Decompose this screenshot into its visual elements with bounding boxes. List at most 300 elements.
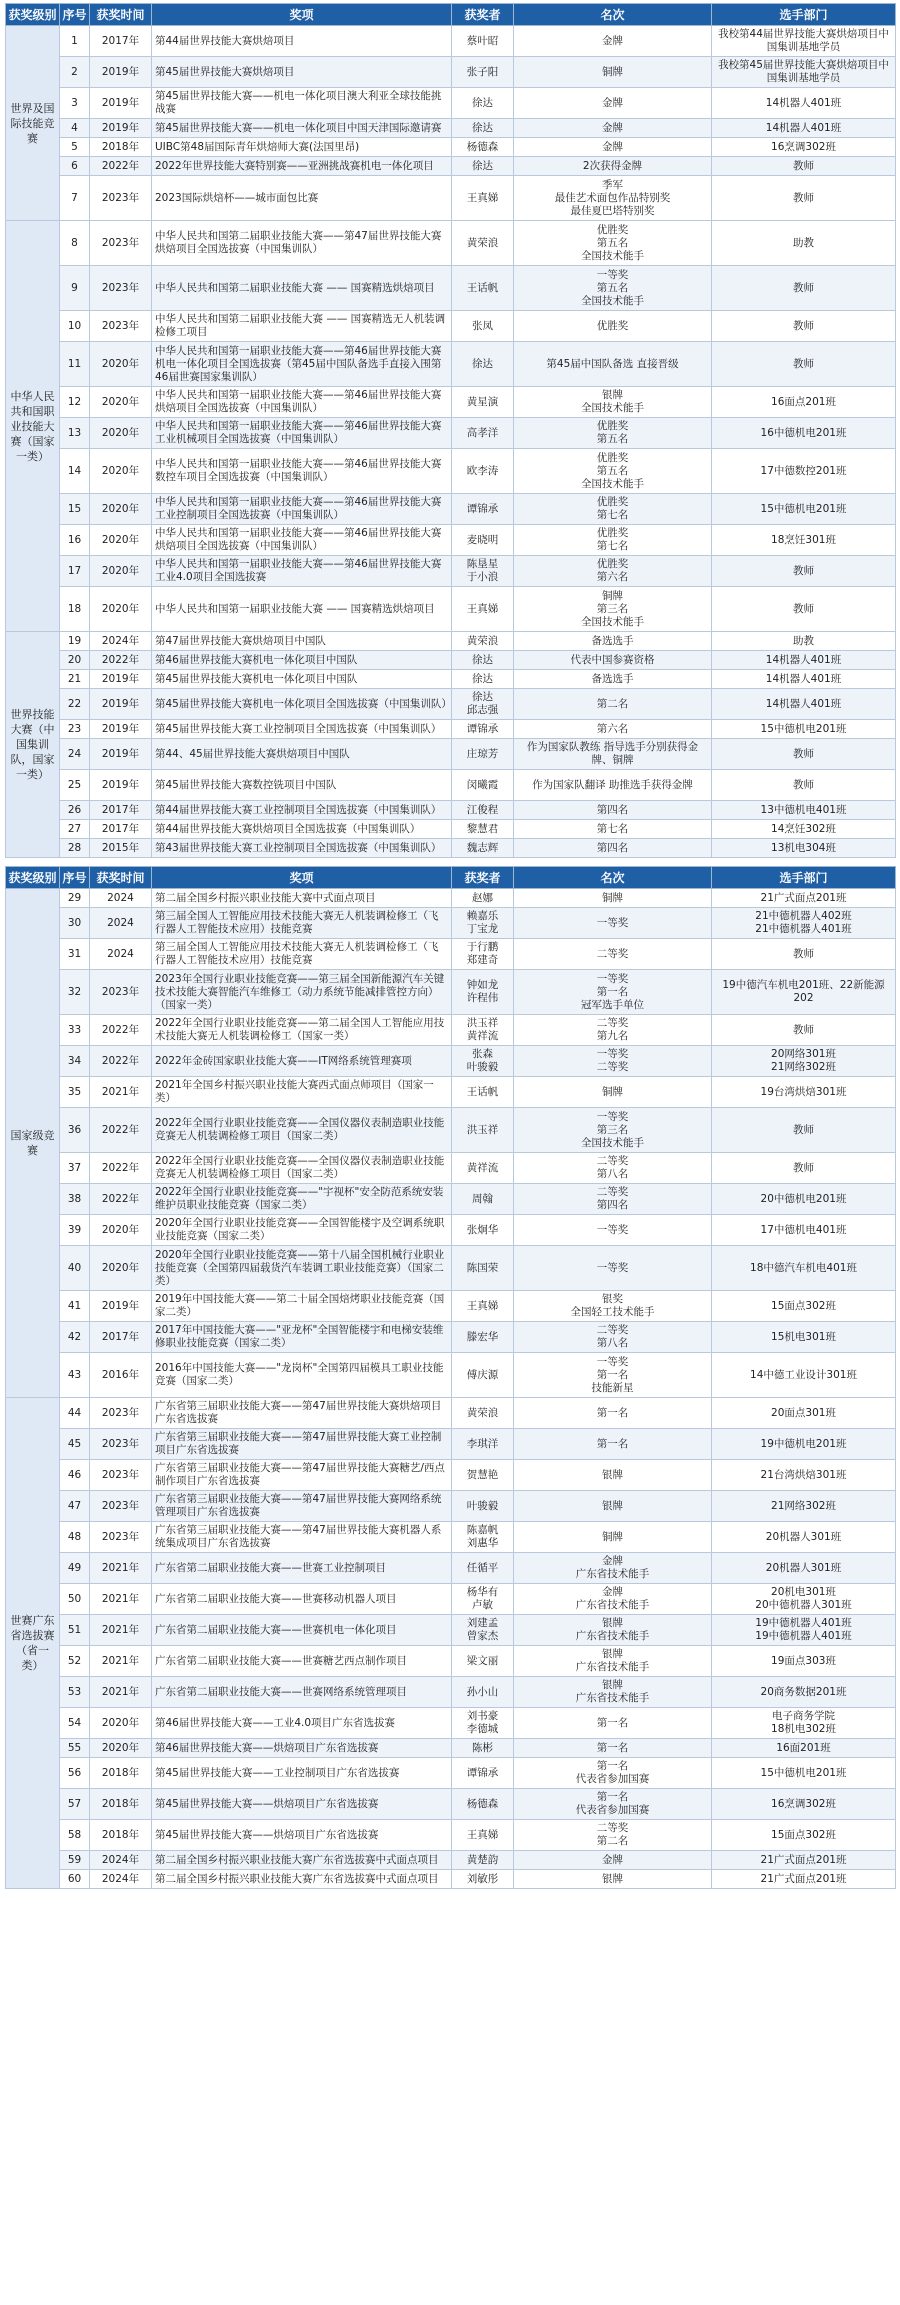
award-year: 2021年 (90, 1077, 152, 1108)
award-year: 2022年 (90, 1108, 152, 1153)
table-row (6, 1291, 896, 1322)
department: 21网络302班 (712, 1491, 896, 1522)
award-level-group: 世界及国际技能竞赛 (6, 26, 60, 221)
award-name: 中华人民共和国第一届职业技能大赛——第46届世界技能大赛工业4.0项目全国选拔赛 (152, 556, 452, 587)
row-number: 10 (60, 311, 90, 342)
row-number: 32 (60, 970, 90, 1015)
department: 21中德机器人402班 21中德机器人401班 (712, 908, 896, 939)
row-number: 27 (60, 820, 90, 839)
table-row (6, 88, 896, 119)
award-year: 2023年 (90, 1429, 152, 1460)
table-row (6, 1015, 896, 1046)
department: 14机器人401班 (712, 651, 896, 670)
table-row (6, 176, 896, 221)
table-row (6, 939, 896, 970)
table-row (6, 1758, 896, 1789)
row-number: 46 (60, 1460, 90, 1491)
winner-name: 杨德森 (452, 138, 514, 157)
winner-name: 徐达 邱志强 (452, 689, 514, 720)
rank-result: 第七名 (514, 820, 712, 839)
award-year: 2017年 (90, 26, 152, 57)
row-number: 16 (60, 525, 90, 556)
row-number: 15 (60, 494, 90, 525)
row-number: 29 (60, 889, 90, 908)
winner-name: 赵娜 (452, 889, 514, 908)
rank-result: 铜牌 (514, 1077, 712, 1108)
award-name: 广东省第二届职业技能大赛——世赛糖艺西点制作项目 (152, 1646, 452, 1677)
table-row (6, 311, 896, 342)
award-name: 2017年中国技能大赛——"亚龙杯"全国智能楼宇和电梯安装维修职业技能竞赛（国家二类） (152, 1322, 452, 1353)
award-year: 2017年 (90, 1322, 152, 1353)
table-row (6, 1677, 896, 1708)
award-name: 中华人民共和国第一届职业技能大赛——第46届世界技能大赛工业机械项目全国选拔赛（中国集训队） (152, 418, 452, 449)
rank-result: 第六名 (514, 720, 712, 739)
department: 19中德机电201班 (712, 1429, 896, 1460)
award-year: 2018年 (90, 1758, 152, 1789)
award-year: 2020年 (90, 1739, 152, 1758)
award-name: 第46届世界技能大赛——工业4.0项目广东省选拔赛 (152, 1708, 452, 1739)
column-header: 序号 (60, 867, 90, 889)
winner-name: 黄荣浪 (452, 632, 514, 651)
award-name: 第44届世界技能大赛工业控制项目全国选拔赛（中国集训队） (152, 801, 452, 820)
department: 14中德工业设计301班 (712, 1353, 896, 1398)
award-name: 第三届全国人工智能应用技术技能大赛无人机装调检修工（飞行器人工智能技术应用）技能竞赛 (152, 908, 452, 939)
department: 15中德机电201班 (712, 720, 896, 739)
column-header: 获奖级别 (6, 867, 60, 889)
winner-name: 张子阳 (452, 57, 514, 88)
rank-result: 金牌 (514, 26, 712, 57)
winner-name: 庄琼芳 (452, 739, 514, 770)
award-name: 第二届全国乡村振兴职业技能大赛广东省选拔赛中式面点项目 (152, 1870, 452, 1889)
winner-name: 洪玉祥 (452, 1108, 514, 1153)
rank-result: 第45届中国队备选 直接晋级 (514, 342, 712, 387)
award-name: 第43届世界技能大赛工业控制项目全国选拔赛（中国集训队） (152, 839, 452, 858)
row-number: 54 (60, 1708, 90, 1739)
table-row (6, 1046, 896, 1077)
award-year: 2019年 (90, 739, 152, 770)
row-number: 39 (60, 1215, 90, 1246)
row-number: 14 (60, 449, 90, 494)
table-row (6, 587, 896, 632)
table-row (6, 1246, 896, 1291)
award-year: 2020年 (90, 587, 152, 632)
row-number: 22 (60, 689, 90, 720)
row-number: 4 (60, 119, 90, 138)
award-year: 2020年 (90, 387, 152, 418)
row-number: 25 (60, 770, 90, 801)
department: 教师 (712, 587, 896, 632)
department: 19中德汽车机电201班、22新能源202 (712, 970, 896, 1015)
department: 21广式面点201班 (712, 1870, 896, 1889)
award-year: 2023年 (90, 221, 152, 266)
award-year: 2021年 (90, 1615, 152, 1646)
rank-result: 一等奖 二等奖 (514, 1046, 712, 1077)
winner-name: 魏志辉 (452, 839, 514, 858)
row-number: 55 (60, 1739, 90, 1758)
department: 助教 (712, 221, 896, 266)
winner-name: 孙小山 (452, 1677, 514, 1708)
department: 21台湾烘焙301班 (712, 1460, 896, 1491)
rank-result: 第一名 (514, 1739, 712, 1758)
header-row (6, 4, 896, 26)
column-header: 序号 (60, 4, 90, 26)
award-year: 2019年 (90, 1291, 152, 1322)
table-row (6, 889, 896, 908)
department: 14机器人401班 (712, 119, 896, 138)
row-number: 33 (60, 1015, 90, 1046)
winner-name: 谭锦承 (452, 1758, 514, 1789)
rank-result: 优胜奖 第七名 (514, 525, 712, 556)
award-year: 2024年 (90, 1870, 152, 1889)
award-year: 2019年 (90, 689, 152, 720)
award-name: 第45届世界技能大赛工业控制项目全国选拔赛（中国集训队） (152, 720, 452, 739)
department: 教师 (712, 739, 896, 770)
award-name: 广东省第二届职业技能大赛——世赛网络系统管理项目 (152, 1677, 452, 1708)
rank-result: 一等奖 第一名 技能新星 (514, 1353, 712, 1398)
table-row (6, 1398, 896, 1429)
table-row (6, 720, 896, 739)
table-row (6, 1108, 896, 1153)
winner-name: 徐达 (452, 651, 514, 670)
department: 20中德机电201班 (712, 1184, 896, 1215)
rank-result: 第四名 (514, 839, 712, 858)
award-year: 2021年 (90, 1584, 152, 1615)
row-number: 49 (60, 1553, 90, 1584)
row-number: 57 (60, 1789, 90, 1820)
winner-name: 张凤 (452, 311, 514, 342)
winner-name: 王真娣 (452, 1291, 514, 1322)
award-year: 2022年 (90, 157, 152, 176)
rank-result: 铜牌 第三名 全国技术能手 (514, 587, 712, 632)
winner-name: 张炯华 (452, 1215, 514, 1246)
award-name: 第44届世界技能大赛烘焙项目全国选拔赛（中国集训队） (152, 820, 452, 839)
rank-result: 银奖 全国轻工技术能手 (514, 1291, 712, 1322)
department: 教师 (712, 1015, 896, 1046)
award-name: 第47届世界技能大赛烘焙项目中国队 (152, 632, 452, 651)
department: 21广式面点201班 (712, 889, 896, 908)
rank-result: 第二名 (514, 689, 712, 720)
award-name: 2023国际烘焙杯——城市面包比赛 (152, 176, 452, 221)
row-number: 20 (60, 651, 90, 670)
award-name: 2022年全国行业职业技能竞赛——全国仪器仪表制造职业技能竞赛无人机装调检修工项目（国家二类） (152, 1153, 452, 1184)
award-year: 2020年 (90, 556, 152, 587)
winner-name: 麦晓明 (452, 525, 514, 556)
winner-name: 徐达 (452, 157, 514, 176)
row-number: 31 (60, 939, 90, 970)
award-year: 2023年 (90, 311, 152, 342)
rank-result: 2次获得金牌 (514, 157, 712, 176)
winner-name: 刘建孟 曾家杰 (452, 1615, 514, 1646)
column-header: 获奖者 (452, 4, 514, 26)
table-row (6, 1615, 896, 1646)
awards-table-section-1 (5, 3, 895, 858)
winner-name: 徐达 (452, 342, 514, 387)
column-header: 获奖时间 (90, 4, 152, 26)
winner-name: 刘书豪 李德城 (452, 1708, 514, 1739)
winner-name: 陈嘉帆 刘惠华 (452, 1522, 514, 1553)
rank-result: 优胜奖 第五名 全国技术能手 (514, 449, 712, 494)
award-name: 第45届世界技能大赛——机电一体化项目澳大利亚全球技能挑战赛 (152, 88, 452, 119)
department: 21广式面点201班 (712, 1851, 896, 1870)
winner-name: 王话帆 (452, 266, 514, 311)
row-number: 6 (60, 157, 90, 176)
award-name: 广东省第三届职业技能大赛——第47届世界技能大赛网络系统管理项目广东省选拔赛 (152, 1491, 452, 1522)
department: 20机电301班 20中德机器人301班 (712, 1584, 896, 1615)
row-number: 26 (60, 801, 90, 820)
row-number: 40 (60, 1246, 90, 1291)
column-header: 奖项 (152, 4, 452, 26)
table-row (6, 1739, 896, 1758)
rank-result: 季军 最佳艺术面包作品特别奖 最佳夏巴塔特别奖 (514, 176, 712, 221)
department: 20机器人301班 (712, 1522, 896, 1553)
department: 教师 (712, 157, 896, 176)
award-year: 2023年 (90, 970, 152, 1015)
department: 20商务数据201班 (712, 1677, 896, 1708)
award-name: 第44、45届世界技能大赛烘焙项目中国队 (152, 739, 452, 770)
rank-result: 金牌 广东省技术能手 (514, 1584, 712, 1615)
winner-name: 杨华有 卢敏 (452, 1584, 514, 1615)
column-header: 选手部门 (712, 4, 896, 26)
rank-result: 第四名 (514, 801, 712, 820)
row-number: 36 (60, 1108, 90, 1153)
row-number: 60 (60, 1870, 90, 1889)
winner-name: 贺慧艳 (452, 1460, 514, 1491)
table-row (6, 494, 896, 525)
award-year: 2023年 (90, 1398, 152, 1429)
row-number: 47 (60, 1491, 90, 1522)
award-year: 2024年 (90, 632, 152, 651)
department: 我校第44届世界技能大赛烘焙项目中国集训基地学员 (712, 26, 896, 57)
rank-result: 一等奖 (514, 1246, 712, 1291)
rank-result: 二等奖 第八名 (514, 1153, 712, 1184)
table-row (6, 1184, 896, 1215)
award-name: 中华人民共和国第一届职业技能大赛——第46届世界技能大赛烘焙项目全国选拔赛（中国集训队） (152, 525, 452, 556)
department: 15机电301班 (712, 1322, 896, 1353)
rank-result: 备选选手 (514, 670, 712, 689)
award-name: 广东省第三届职业技能大赛——第47届世界技能大赛工业控制项目广东省选拔赛 (152, 1429, 452, 1460)
award-level-group: 中华人民共和国职业技能大赛（国家一类） (6, 221, 60, 632)
winner-name: 黎慧君 (452, 820, 514, 839)
winner-name: 叶骏毅 (452, 1491, 514, 1522)
row-number: 51 (60, 1615, 90, 1646)
award-year: 2019年 (90, 57, 152, 88)
award-name: 2022年全国行业职业技能竞赛——"宇视杯"安全防范系统安装维护员职业技能竞赛（国家二类） (152, 1184, 452, 1215)
award-name: 第45届世界技能大赛——烘焙项目广东省选拔赛 (152, 1789, 452, 1820)
award-name: 第46届世界技能大赛机电一体化项目中国队 (152, 651, 452, 670)
department: 17中德数控201班 (712, 449, 896, 494)
rank-result: 金牌 (514, 1851, 712, 1870)
award-name: 2022年全国行业职业技能竞赛——第二届全国人工智能应用技术技能大赛无人机装调检修工（国家一类） (152, 1015, 452, 1046)
award-year: 2024年 (90, 1851, 152, 1870)
table-row (6, 342, 896, 387)
award-year: 2019年 (90, 720, 152, 739)
award-name: 2020年全国行业职业技能竞赛——第十八届全国机械行业职业技能竞赛（全国第四届载货汽车装调工职业技能竞赛）（国家二类） (152, 1246, 452, 1291)
department: 17中德机电401班 (712, 1215, 896, 1246)
table-row (6, 138, 896, 157)
award-name: 第45届世界技能大赛机电一体化项目全国选拔赛（中国集训队） (152, 689, 452, 720)
winner-name: 闵曦霞 (452, 770, 514, 801)
rank-result: 第一名 代表省参加国赛 (514, 1789, 712, 1820)
row-number: 35 (60, 1077, 90, 1108)
award-year: 2024 (90, 939, 152, 970)
row-number: 1 (60, 26, 90, 57)
award-name: 第二届全国乡村振兴职业技能大赛中式面点项目 (152, 889, 452, 908)
award-year: 2021年 (90, 1553, 152, 1584)
winner-name: 王真娣 (452, 176, 514, 221)
award-year: 2024 (90, 908, 152, 939)
row-number: 42 (60, 1322, 90, 1353)
award-year: 2016年 (90, 1353, 152, 1398)
department: 电子商务学院 18机电302班 (712, 1708, 896, 1739)
winner-name: 徐达 (452, 670, 514, 689)
rank-result: 银牌 (514, 1491, 712, 1522)
award-year: 2023年 (90, 1491, 152, 1522)
rank-result: 代表中国参赛资格 (514, 651, 712, 670)
department: 我校第45届世界技能大赛烘焙项目中国集训基地学员 (712, 57, 896, 88)
award-name: 广东省第二届职业技能大赛——世赛移动机器人项目 (152, 1584, 452, 1615)
row-number: 37 (60, 1153, 90, 1184)
department: 16中德机电201班 (712, 418, 896, 449)
table-row (6, 1522, 896, 1553)
rank-result: 优胜奖 第七名 (514, 494, 712, 525)
award-year: 2019年 (90, 88, 152, 119)
awards-table (5, 3, 896, 858)
row-number: 28 (60, 839, 90, 858)
table-row (6, 689, 896, 720)
award-year: 2020年 (90, 494, 152, 525)
winner-name: 陈垦星 于小浪 (452, 556, 514, 587)
rank-result: 优胜奖 第六名 (514, 556, 712, 587)
award-year: 2017年 (90, 820, 152, 839)
award-name: 广东省第三届职业技能大赛——第47届世界技能大赛糖艺/西点制作项目广东省选拔赛 (152, 1460, 452, 1491)
row-number: 43 (60, 1353, 90, 1398)
table-row (6, 670, 896, 689)
department: 16烹调302班 (712, 1789, 896, 1820)
department: 教师 (712, 176, 896, 221)
award-year: 2015年 (90, 839, 152, 858)
winner-name: 任循平 (452, 1553, 514, 1584)
header-row (6, 867, 896, 889)
award-year: 2022年 (90, 1184, 152, 1215)
award-year: 2023年 (90, 1460, 152, 1491)
award-name: 第46届世界技能大赛——烘焙项目广东省选拔赛 (152, 1739, 452, 1758)
award-year: 2024 (90, 889, 152, 908)
row-number: 2 (60, 57, 90, 88)
table-row (6, 839, 896, 858)
row-number: 50 (60, 1584, 90, 1615)
row-number: 11 (60, 342, 90, 387)
department: 20网络301班 21网络302班 (712, 1046, 896, 1077)
award-name: 中华人民共和国第二届职业技能大赛——第47届世界技能大赛烘焙项目全国选拔赛（中国集训队） (152, 221, 452, 266)
winner-name: 陈彬 (452, 1739, 514, 1758)
row-number: 21 (60, 670, 90, 689)
award-name: 第45届世界技能大赛数控铣项目中国队 (152, 770, 452, 801)
award-name: 中华人民共和国第一届职业技能大赛——第46届世界技能大赛烘焙项目全国选拔赛（中国集训队） (152, 387, 452, 418)
department: 14机器人401班 (712, 88, 896, 119)
row-number: 52 (60, 1646, 90, 1677)
table-row (6, 1429, 896, 1460)
winner-name: 黄星演 (452, 387, 514, 418)
column-header: 获奖级别 (6, 4, 60, 26)
table-row (6, 1870, 896, 1889)
rank-result: 银牌 广东省技术能手 (514, 1615, 712, 1646)
department: 18烹饪301班 (712, 525, 896, 556)
row-number: 59 (60, 1851, 90, 1870)
table-row (6, 221, 896, 266)
table-row (6, 1153, 896, 1184)
department: 教师 (712, 266, 896, 311)
table-row (6, 1789, 896, 1820)
award-year: 2023年 (90, 176, 152, 221)
table-row (6, 1077, 896, 1108)
award-year: 2018年 (90, 138, 152, 157)
winner-name: 滕宏华 (452, 1322, 514, 1353)
table-row (6, 739, 896, 770)
rank-result: 二等奖 第八名 (514, 1322, 712, 1353)
winner-name: 王真娣 (452, 587, 514, 632)
winner-name: 周翰 (452, 1184, 514, 1215)
department: 教师 (712, 939, 896, 970)
award-year: 2022年 (90, 651, 152, 670)
table-row (6, 1353, 896, 1398)
table-row (6, 418, 896, 449)
department: 18中德汽车机电401班 (712, 1246, 896, 1291)
rank-result: 金牌 (514, 138, 712, 157)
award-name: 中华人民共和国第一届职业技能大赛——第46届世界技能大赛工业控制项目全国选拔赛（中国集训队） (152, 494, 452, 525)
rank-result: 第一名 (514, 1429, 712, 1460)
row-number: 38 (60, 1184, 90, 1215)
award-year: 2018年 (90, 1789, 152, 1820)
award-name: 2016年中国技能大赛——"龙岗杯"全国第四届模具工职业技能竞赛（国家二类） (152, 1353, 452, 1398)
award-name: 2020年全国行业职业技能竞赛——全国智能楼宇及空调系统职业技能竞赛（国家二类） (152, 1215, 452, 1246)
award-level-group: 世赛广东省选拔赛（省一类） (6, 1398, 60, 1889)
award-name: 广东省第三届职业技能大赛——第47届世界技能大赛烘焙项目广东省选拔赛 (152, 1398, 452, 1429)
winner-name: 江俊程 (452, 801, 514, 820)
table-row (6, 1646, 896, 1677)
winner-name: 高孝洋 (452, 418, 514, 449)
rank-result: 铜牌 (514, 1522, 712, 1553)
table-row (6, 1820, 896, 1851)
award-name: 2022年金砖国家职业技能大赛——IT网络系统管理赛项 (152, 1046, 452, 1077)
department: 14机器人401班 (712, 689, 896, 720)
department: 教师 (712, 311, 896, 342)
department: 15中德机电201班 (712, 1758, 896, 1789)
table-row (6, 770, 896, 801)
winner-name: 蔡叶昭 (452, 26, 514, 57)
rank-result: 金牌 (514, 119, 712, 138)
award-name: 广东省第三届职业技能大赛——第47届世界技能大赛机器人系统集成项目广东省选拔赛 (152, 1522, 452, 1553)
department: 教师 (712, 556, 896, 587)
department: 20机器人301班 (712, 1553, 896, 1584)
award-name: 第44届世界技能大赛烘焙项目 (152, 26, 452, 57)
award-year: 2018年 (90, 1820, 152, 1851)
award-year: 2020年 (90, 1708, 152, 1739)
department: 20面点301班 (712, 1398, 896, 1429)
department: 助教 (712, 632, 896, 651)
winner-name: 谭锦承 (452, 494, 514, 525)
row-number: 19 (60, 632, 90, 651)
award-year: 2020年 (90, 449, 152, 494)
rank-result: 铜牌 (514, 889, 712, 908)
rank-result: 一等奖 (514, 908, 712, 939)
winner-name: 黄祥流 (452, 1153, 514, 1184)
rank-result: 作为国家队教练 指导选手分别获得金牌、铜牌 (514, 739, 712, 770)
row-number: 41 (60, 1291, 90, 1322)
winner-name: 黄荣浪 (452, 1398, 514, 1429)
award-name: 第45届世界技能大赛烘焙项目 (152, 57, 452, 88)
award-name: 第45届世界技能大赛——机电一体化项目中国天津国际邀请赛 (152, 119, 452, 138)
awards-table (5, 866, 896, 1889)
